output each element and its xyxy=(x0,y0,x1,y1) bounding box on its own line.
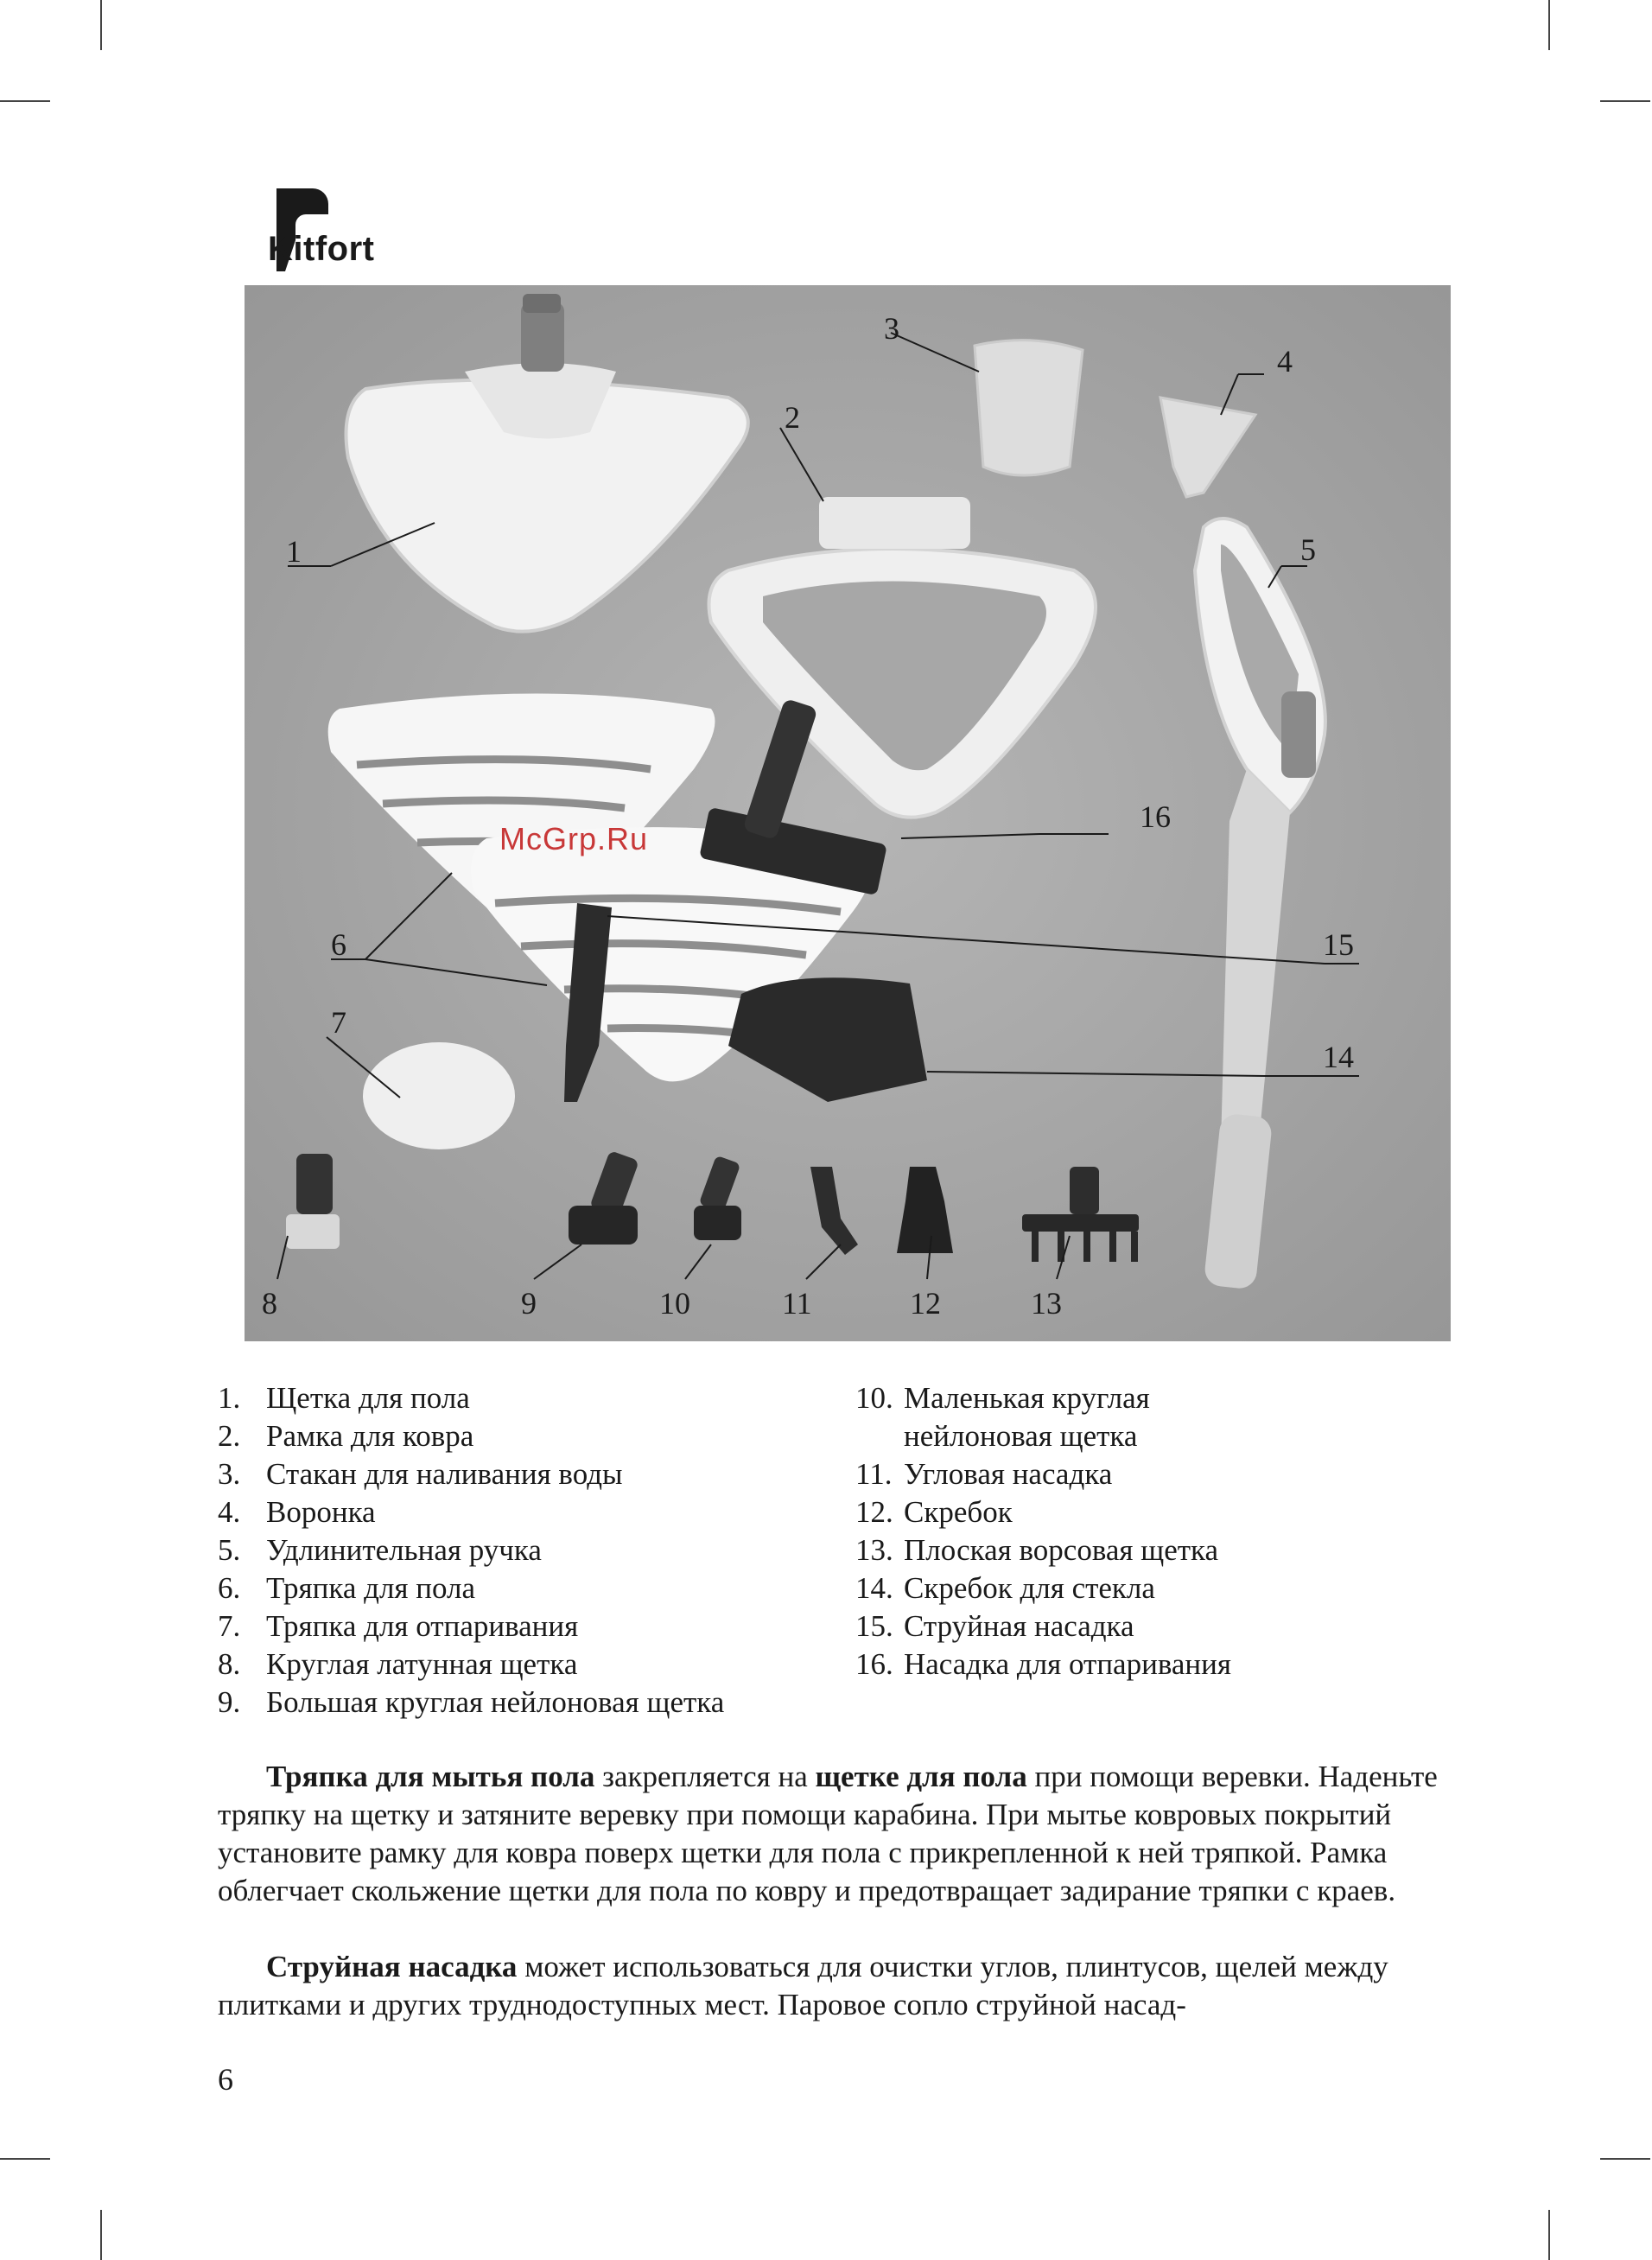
callout-13: 13 xyxy=(1031,1286,1062,1321)
list-item: 14. Скребок для стекла xyxy=(855,1571,1155,1605)
list-item: 13. Плоская ворсовая щетка xyxy=(855,1533,1219,1567)
paragraph-floor-cloth: Тряпка для мытья пола закрепляется на щетке для пола при помощи веревки. Наденьте тряпку на щетку и затяните веревку при помощи карабина. При мытье ковровых покрытий установите рамку для ковра поверх щетки для пола с прикрепленной к ней тряпкой. Рамка облегчает скольжение щетки для пола по ковру и предотвращает задирание тряпки с краев. xyxy=(218,1760,1438,1907)
list-item: 8. Круглая латунная щетка xyxy=(218,1647,578,1681)
page-number: 6 xyxy=(218,2062,233,2097)
callout-12: 12 xyxy=(910,1286,941,1321)
callout-16: 16 xyxy=(1140,799,1171,834)
list-item: 1. Щетка для пола xyxy=(218,1381,470,1415)
watermark: McGrp.Ru xyxy=(499,821,649,856)
callout-5: 5 xyxy=(1300,532,1316,567)
paragraph-jet-nozzle: Струйная насадка может использоваться для очистки углов, плинтусов, щелей между плитками и других труднодоступных мест. Паровое сопло струйной насад- xyxy=(218,1950,1388,2021)
callout-6: 6 xyxy=(331,927,346,962)
callout-3: 3 xyxy=(884,311,899,346)
callout-11: 11 xyxy=(782,1286,812,1321)
callout-15: 15 xyxy=(1323,927,1354,962)
crop-mark xyxy=(1600,2158,1650,2160)
crop-mark xyxy=(0,2158,50,2160)
crop-mark xyxy=(1600,100,1650,102)
list-item: 6. Тряпка для пола xyxy=(218,1571,476,1605)
accessories-illustration xyxy=(245,285,1451,1341)
list-item: 2. Рамка для ковра xyxy=(218,1419,474,1453)
parts-list-right xyxy=(855,1379,1477,1684)
callout-8: 8 xyxy=(262,1286,277,1321)
list-item: 11. Угловая насадка xyxy=(855,1457,1113,1491)
list-item: 4. Воронка xyxy=(218,1495,376,1529)
list-item: 9. Большая круглая нейлоновая щетка xyxy=(218,1685,725,1719)
callout-10: 10 xyxy=(659,1286,690,1321)
product-photo xyxy=(245,285,1451,1341)
crop-mark xyxy=(100,0,102,50)
list-item: 16. Насадка для отпаривания xyxy=(855,1647,1231,1681)
callout-14: 14 xyxy=(1323,1040,1354,1074)
list-item: 3. Стакан для наливания воды xyxy=(218,1457,623,1491)
callout-4: 4 xyxy=(1277,344,1293,379)
crop-mark xyxy=(100,2210,102,2260)
crop-mark xyxy=(1548,0,1550,50)
callout-1: 1 xyxy=(286,534,302,569)
crop-mark xyxy=(0,100,50,102)
crop-mark xyxy=(1548,2210,1550,2260)
callout-2: 2 xyxy=(785,400,800,435)
callout-7: 7 xyxy=(331,1005,346,1040)
list-item: 5. Удлинительная ручка xyxy=(218,1533,542,1567)
list-item: 10. Маленькая круглая нейлоновая щетка xyxy=(855,1381,1150,1453)
callout-9: 9 xyxy=(521,1286,537,1321)
parts-list-left xyxy=(218,1379,823,1722)
list-item: 15. Струйная насадка xyxy=(855,1609,1134,1643)
list-item: 12. Скребок xyxy=(855,1495,1013,1529)
list-item: 7. Тряпка для отпаривания xyxy=(218,1609,579,1643)
brand-name: Kitfort xyxy=(268,230,375,268)
